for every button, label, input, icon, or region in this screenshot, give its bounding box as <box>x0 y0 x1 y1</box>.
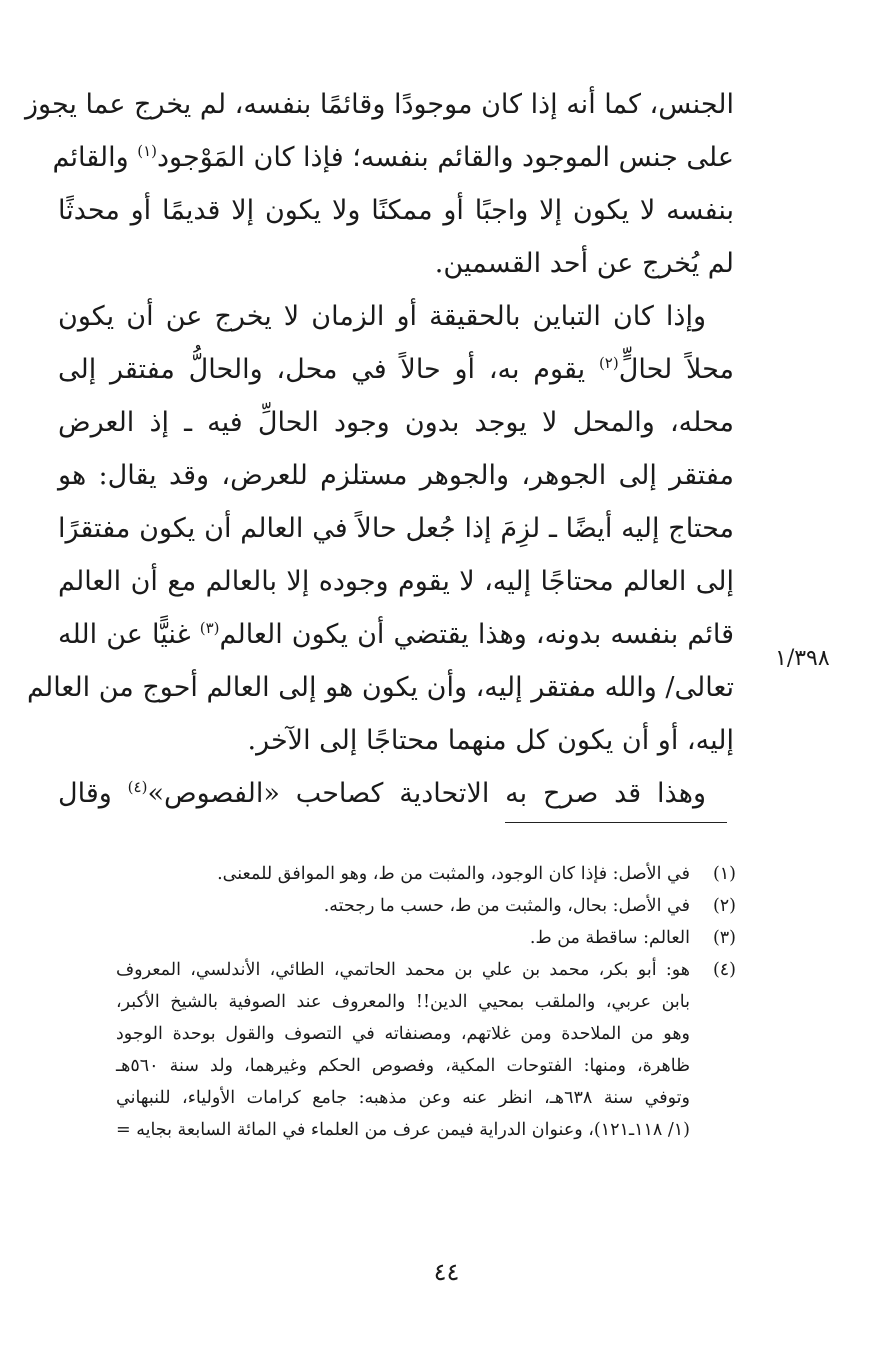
text-line: بنفسه لا يكون إلا واجبًا أو ممكنًا ولا يكون إلا قديمًا أو محدثًا <box>58 195 734 226</box>
footnote-3 <box>140 922 736 954</box>
footnote-1 <box>140 858 736 890</box>
footnote-2 <box>140 890 736 922</box>
footnotes <box>115 858 736 1146</box>
footnote-line: ظاهرة، ومنها: الفتوحات المكية، وفصوص الحكم وغيرهما، ولد سنة ٥٦٠هـ <box>115 1056 690 1076</box>
text-segment: وقال <box>58 778 112 809</box>
text-line: لم يُخرج عن أحد القسمين. <box>434 248 734 279</box>
footnote-number: (٤) <box>712 960 736 980</box>
text-segment: على جنس الموجود والقائم بنفسه؛ فإذا كان المَوْجود <box>157 142 734 173</box>
text-line <box>52 131 734 184</box>
footnote-line: وتوفي سنة ٦٣٨هـ، انظر عنه وعن مذهبه: جامع كرامات الأولياء، للنبهاني <box>115 1088 690 1108</box>
text-line: وإذا كان التباين بالحقيقة أو الزمان لا يخرج عن أن يكون <box>58 301 706 332</box>
text-segment: وهذا قد صرح به الاتحادية كصاحب «الفصوص» <box>147 778 706 809</box>
page-number: ٤٤ <box>433 1258 460 1286</box>
footnote-separator <box>505 822 727 823</box>
text-line: محله، والمحل لا يوجد بدون وجود الحالِّ فيه ـ إذ العرض <box>58 407 734 438</box>
paragraph-3 <box>58 767 734 820</box>
footnote-text: العالم: ساقطة من ط. <box>529 928 690 948</box>
text-segment: يقوم به، أو حالاً في محل، والحالُّ مفتقر إلى <box>58 354 586 385</box>
footnote-text: في الأصل: بحال، والمثبت من ط، حسب ما رجحته. <box>323 896 690 916</box>
main-text <box>24 78 734 820</box>
text-line: الجنس، كما أنه إذا كان موجودًا وقائمًا بنفسه، لم يخرج عما يجوز <box>24 89 734 120</box>
footnote-number: (٢) <box>712 896 736 916</box>
text-line: تعالى/ والله مفتقر إليه، وأن يكون هو إلى العالم أحوج من العالم <box>27 672 734 703</box>
text-line: إليه، أو أن يكون كل منهما محتاجًا إلى الآخر. <box>247 725 734 756</box>
text-line: محتاج إليه أيضًا ـ لزِمَ إذا جُعل حالاً في العالم أن يكون مفتقرًا <box>58 513 734 544</box>
footnote-line: وهو من الملاحدة ومن غلاتهم، ومصنفاته في التصوف والقول بوحدة الوجود <box>115 1024 690 1044</box>
footnote-line: (١/ ١١٨ـ١٢١)، وعنوان الدراية فيمن عرف من العلماء في المائة السابعة بجايه = <box>115 1120 690 1140</box>
footnote-ref-4: (٤) <box>127 778 148 796</box>
paragraph-2 <box>27 290 734 767</box>
text-segment: غنيًّا عن الله <box>58 619 191 650</box>
text-line: مفتقر إلى الجوهر، والجوهر مستلزم للعرض، وقد يقال: هو <box>58 460 734 491</box>
footnote-ref-2: (٢) <box>598 354 619 372</box>
text-line <box>58 767 734 820</box>
footnote-text: في الأصل: فإذا كان الوجود، والمثبت من ط، وهو الموافق للمعنى. <box>217 864 690 884</box>
text-segment: محلاً لحالٍّ <box>618 354 734 385</box>
text-segment: قائم بنفسه بدونه، وهذا يقتضي أن يكون العالم <box>219 619 734 650</box>
footnote-ref-3: (٣) <box>199 619 220 637</box>
manuscript-folio-ref: ١/٣٩٨ <box>775 646 830 671</box>
footnote-number: (١) <box>712 864 736 884</box>
footnote-ref-1: (١) <box>137 142 158 160</box>
text-line: إلى العالم محتاجًا إليه، لا يقوم وجوده إلا بالعالم مع أن العالم <box>58 566 734 597</box>
footnote-number: (٣) <box>712 928 736 948</box>
paragraph-1 <box>24 78 734 290</box>
text-segment: والقائم <box>52 142 129 173</box>
footnote-text <box>116 954 690 1146</box>
footnote-line: هو: أبو بكر، محمد بن علي بن محمد الحاتمي، الطائي، الأندلسي، المعروف <box>115 960 690 980</box>
text-line <box>58 608 734 661</box>
footnote-line: بابن عربي، والملقب بمحيي الدين!! والمعروف عند الصوفية بالشيخ الأكبر، <box>115 992 690 1012</box>
footnote-4 <box>115 954 736 1146</box>
text-line <box>58 343 734 396</box>
